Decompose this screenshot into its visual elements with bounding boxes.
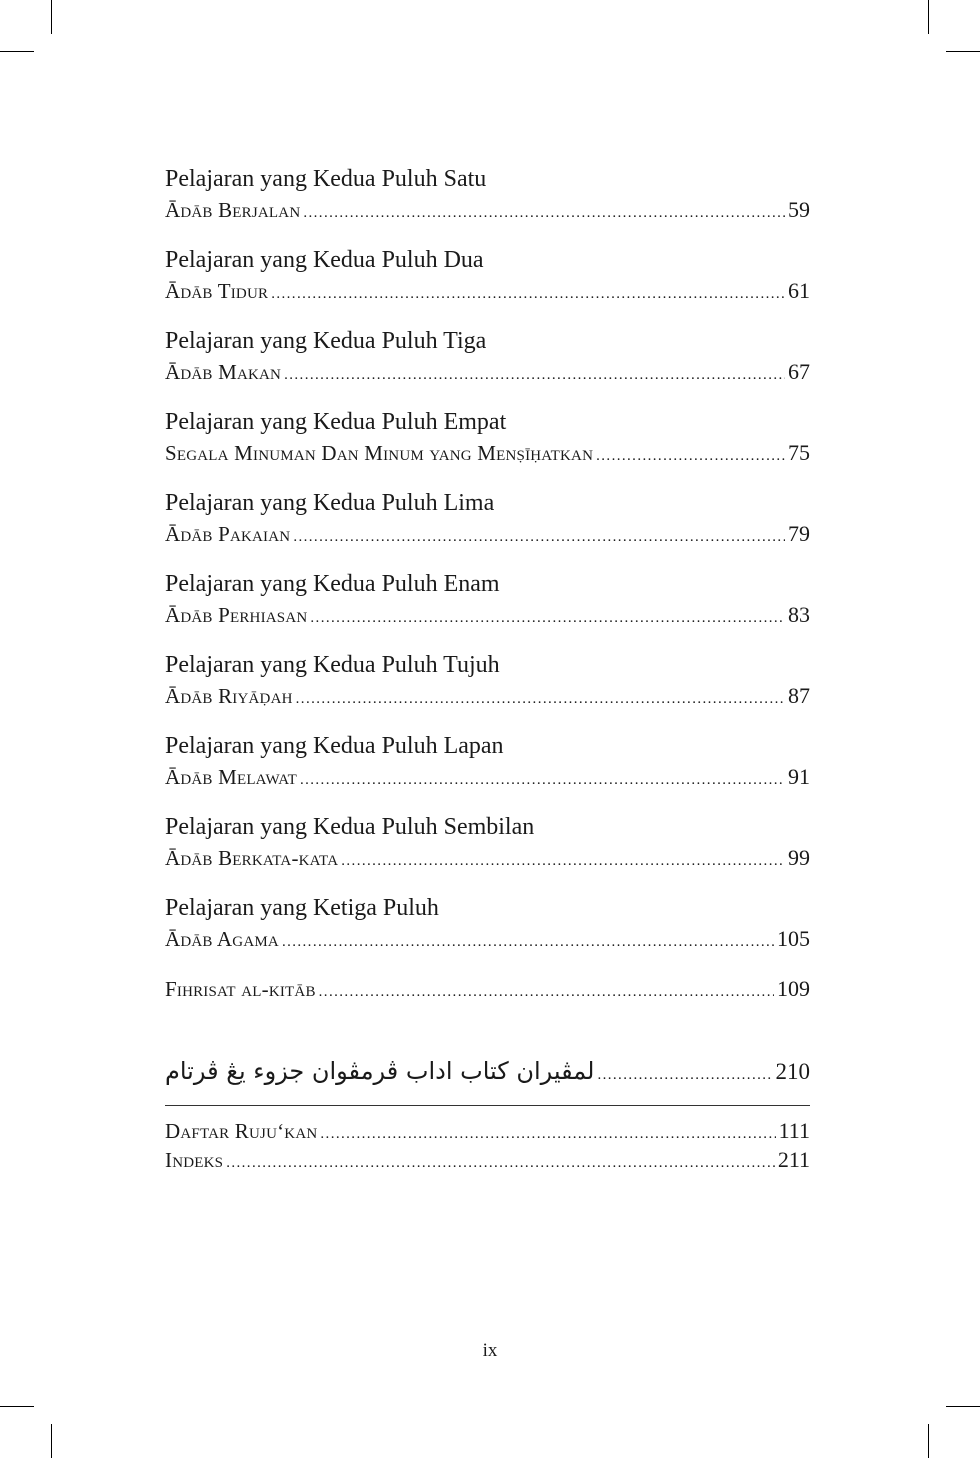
- dot-leader: [341, 847, 785, 876]
- lesson-title: Pelajaran yang Kedua Puluh Sembilan: [165, 814, 535, 840]
- toc-line[interactable]: [165, 843, 810, 872]
- toc-fihrisat[interactable]: [165, 974, 810, 1003]
- dot-leader: [310, 604, 785, 633]
- crop-mark-top-left-horizontal: [0, 51, 34, 52]
- page-ref: 211: [777, 1147, 810, 1172]
- dot-leader: [226, 1149, 775, 1178]
- lesson-title: Pelajaran yang Kedua Puluh Tujuh: [165, 652, 500, 678]
- page-ref: 109: [777, 976, 810, 1001]
- page-ref: 99: [788, 845, 810, 870]
- chapter-label: Ādāb Berkata-kata: [165, 846, 339, 870]
- toc-arabic-appendix[interactable]: [165, 1049, 810, 1093]
- toc-line[interactable]: [165, 762, 810, 791]
- lesson-title: Pelajaran yang Kedua Puluh Enam: [165, 571, 500, 597]
- page-ref: 105: [777, 926, 810, 951]
- toc-line[interactable]: [165, 681, 810, 710]
- dot-leader: [284, 361, 785, 390]
- page-ref: 75: [788, 440, 810, 465]
- dot-leader: [300, 766, 785, 795]
- toc-line[interactable]: [165, 438, 810, 467]
- page-ref: 79: [788, 521, 810, 546]
- dot-leader: [296, 685, 785, 714]
- toc-daftar[interactable]: [165, 1116, 810, 1145]
- toc-entry[interactable]: [165, 731, 810, 791]
- page-ref: 210: [775, 1059, 810, 1084]
- lesson-title: Pelajaran yang Kedua Puluh Dua: [165, 247, 484, 273]
- lesson-title: Pelajaran yang Kedua Puluh Tiga: [165, 328, 487, 354]
- lesson-title: Pelajaran yang Kedua Puluh Satu: [165, 166, 487, 192]
- divider: [165, 1105, 810, 1106]
- lesson-title: Pelajaran yang Kedua Puluh Lapan: [165, 733, 504, 759]
- dot-leader: [319, 978, 774, 1007]
- toc-entry[interactable]: [165, 488, 810, 548]
- chapter-label: Ādāb Pakaian: [165, 522, 291, 546]
- toc-entry[interactable]: [165, 326, 810, 386]
- page-ref: 83: [788, 602, 810, 627]
- chapter-label: Segala Minuman Dan Minum yang Menṣīḥatkan: [165, 441, 594, 465]
- chapter-label: Ādāb Melawat: [165, 765, 297, 789]
- dot-leader: [597, 1053, 772, 1097]
- toc-entry[interactable]: [165, 893, 810, 953]
- chapter-label: Ādāb Perhiasan: [165, 603, 308, 627]
- crop-mark-bottom-left-vertical: [51, 1424, 52, 1458]
- toc-entry[interactable]: [165, 650, 810, 710]
- page-ref: 91: [788, 764, 810, 789]
- toc-entry[interactable]: [165, 164, 810, 224]
- toc-entry[interactable]: [165, 812, 810, 872]
- toc-line[interactable]: [165, 519, 810, 548]
- page-ref: 87: [788, 683, 810, 708]
- arabic-label: لمڤيران كتاب اداب ڤرمڤوان جزوء يڠ ڤرتام: [165, 1057, 595, 1085]
- dot-leader: [303, 199, 785, 228]
- dot-leader: [320, 1120, 775, 1149]
- page-ref: 59: [788, 197, 810, 222]
- chapter-label: Ādāb Agama: [165, 927, 279, 951]
- chapter-label: Ādāb Berjalan: [165, 198, 301, 222]
- toc-line[interactable]: [165, 924, 810, 953]
- toc-entry[interactable]: [165, 245, 810, 305]
- table-of-contents: [165, 164, 810, 1174]
- crop-mark-top-right-vertical: [928, 0, 929, 34]
- page-ref: 67: [788, 359, 810, 384]
- toc-line[interactable]: [165, 195, 810, 224]
- chapter-label: Ādāb Riyāḍah: [165, 684, 293, 708]
- lesson-title: Pelajaran yang Ketiga Puluh: [165, 895, 439, 921]
- toc-line[interactable]: [165, 600, 810, 629]
- toc-line[interactable]: [165, 357, 810, 386]
- crop-mark-top-right-horizontal: [946, 51, 980, 52]
- dot-leader: [271, 280, 785, 309]
- toc-line[interactable]: [165, 276, 810, 305]
- lesson-title: Pelajaran yang Kedua Puluh Empat: [165, 409, 507, 435]
- page-ref: 111: [778, 1118, 810, 1143]
- toc-indeks[interactable]: [165, 1145, 810, 1174]
- chapter-label: Ādāb Makan: [165, 360, 282, 384]
- page-ref: 61: [788, 278, 810, 303]
- crop-mark-bottom-right-vertical: [928, 1424, 929, 1458]
- dot-leader: [596, 442, 785, 471]
- fihrisat-label: Fihrisat al-kitāb: [165, 977, 316, 1001]
- crop-mark-top-left-vertical: [51, 0, 52, 34]
- daftar-label: Daftar Ruju‘kan: [165, 1119, 318, 1143]
- toc-entry[interactable]: [165, 569, 810, 629]
- crop-mark-bottom-right-horizontal: [946, 1406, 980, 1407]
- dot-leader: [293, 523, 785, 552]
- chapter-label: Ādāb Tidur: [165, 279, 269, 303]
- indeks-label: Indeks: [165, 1148, 224, 1172]
- toc-entry[interactable]: [165, 407, 810, 467]
- dot-leader: [282, 928, 774, 957]
- page-number: ix: [482, 1340, 498, 1361]
- lesson-title: Pelajaran yang Kedua Puluh Lima: [165, 490, 495, 516]
- crop-mark-bottom-left-horizontal: [0, 1406, 34, 1407]
